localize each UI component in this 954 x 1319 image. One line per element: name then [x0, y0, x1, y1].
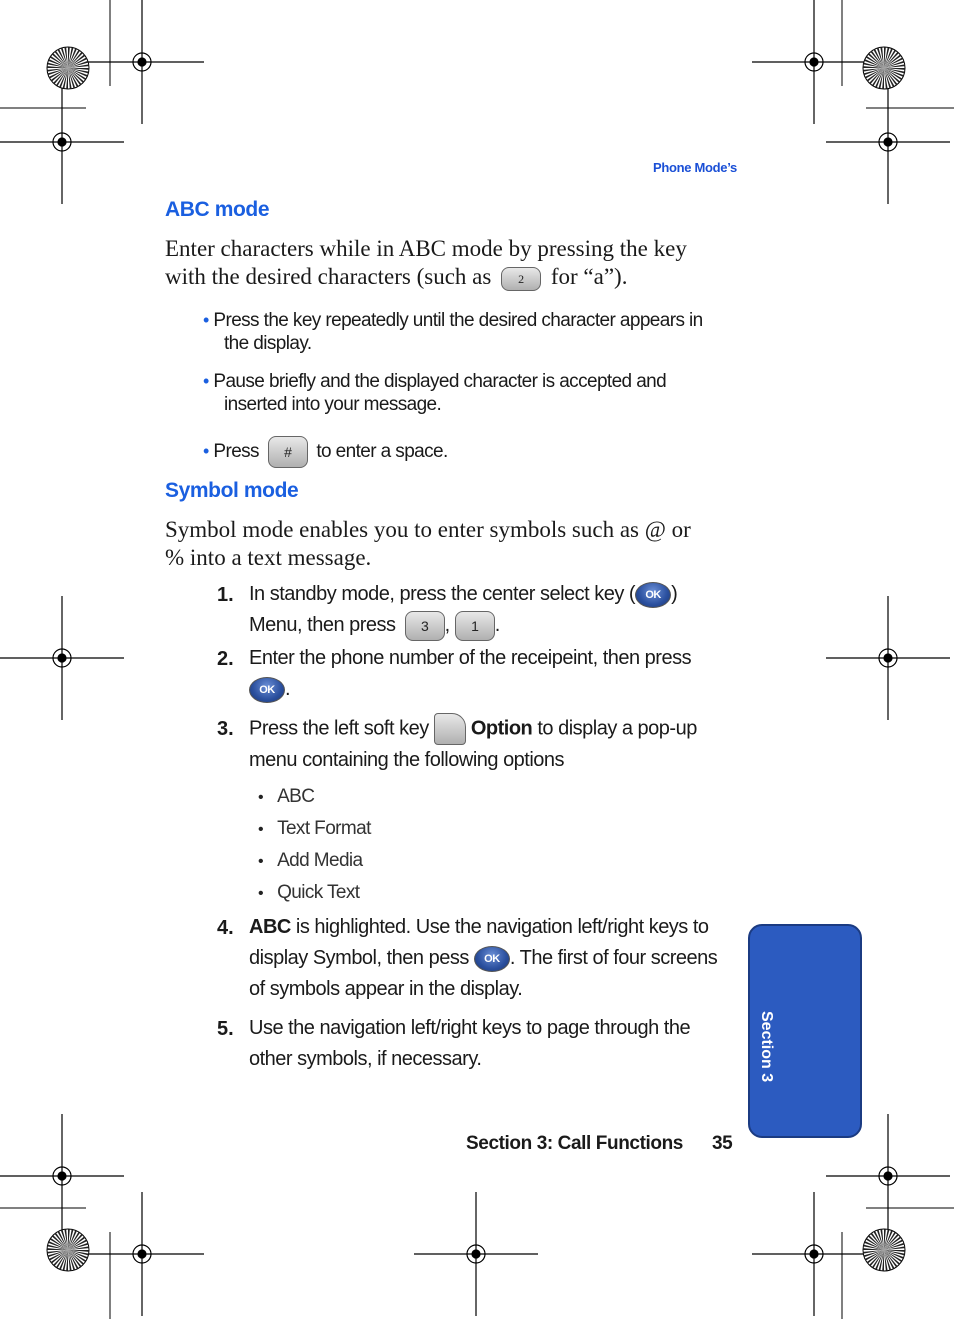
ok-key-icon: OK: [249, 677, 285, 703]
step-3-text: [249, 713, 697, 776]
crosshair-mark: [414, 1192, 538, 1316]
option-abc-label: ABC: [277, 786, 315, 807]
step-3-line1: Press the left soft key: [249, 717, 429, 740]
bullet-text: Pause briefly and the displayed character is accepted and: [213, 371, 667, 392]
running-header: Phone Mode’s: [652, 160, 737, 175]
crosshair-mark: [752, 1192, 876, 1316]
step-1-line2: Menu, then press: [249, 614, 396, 636]
option-text-format-label: Text Format: [277, 818, 371, 839]
abc-bullet-1: [203, 309, 703, 355]
starburst-mark: [47, 47, 89, 89]
abc-bullet-2: [203, 370, 666, 416]
option-label: Option: [470, 717, 533, 740]
bullet-icon: •: [258, 821, 264, 838]
crosshair-mark: [80, 0, 204, 124]
bullet-icon: •: [203, 310, 209, 330]
crosshair-mark: [80, 1192, 204, 1316]
bullet-text-end: to enter a space.: [316, 441, 448, 463]
bullet-text: Press: [213, 441, 259, 463]
step-3-line2: menu containing the following options: [249, 749, 565, 771]
step-1-text: [249, 579, 677, 641]
key-1-icon: 1: [455, 611, 495, 641]
key-2-icon: 2: [501, 267, 541, 291]
step-5-number: 5.: [217, 1018, 234, 1040]
bullet-icon: •: [203, 441, 209, 462]
crosshair-mark: [826, 596, 950, 720]
step-3-number: 3.: [217, 718, 234, 740]
symbol-mode-heading: Symbol mode: [165, 479, 299, 502]
bullet-icon: •: [258, 789, 264, 806]
option-add-media-label: Add Media: [277, 850, 363, 871]
bullet-icon: •: [203, 371, 209, 391]
step-4-line2-end: . The first of four screens: [509, 947, 718, 969]
bullet-text-cont: inserted into your message.: [224, 394, 442, 415]
step-1-comma: ,: [444, 614, 450, 636]
abc-mode-heading: ABC mode: [165, 198, 270, 221]
step-4-line3: of symbols appear in the display.: [249, 978, 523, 1000]
starburst-mark: [863, 47, 905, 89]
crosshair-mark: [752, 0, 876, 124]
crosshair-mark: [0, 1114, 124, 1238]
step-1-period: .: [494, 614, 500, 636]
option-add-media: [258, 850, 363, 872]
step-5-text: [249, 1013, 690, 1075]
step-2-number: 2.: [217, 648, 234, 670]
abc-intro-line1: Enter characters while in ABC mode by pressing the key: [165, 236, 687, 261]
step-5-line1: Use the navigation left/right keys to page through the: [249, 1017, 691, 1039]
step-1-line1: In standby mode, press the center select key (: [249, 583, 636, 605]
step-4-text: [249, 912, 717, 1005]
symbol-intro: [165, 516, 691, 572]
abc-intro-line2-text: with the desired characters (such as: [165, 264, 492, 289]
section-side-tab-label: Section 3: [758, 1011, 775, 1083]
bullet-text-cont: the display.: [224, 333, 312, 354]
step-2-period: .: [285, 678, 291, 700]
symbol-intro-line2: % into a text message.: [165, 545, 372, 570]
option-abc: [258, 786, 314, 808]
page-number: 35: [712, 1133, 733, 1154]
bullet-text: Press the key repeatedly until the desired character appears in: [213, 310, 703, 331]
option-quick-text-label: Quick Text: [277, 882, 360, 903]
left-soft-key-icon: [434, 713, 466, 745]
option-text-format: [258, 818, 371, 840]
step-2-text: [249, 643, 691, 705]
abc-intro-line2: [165, 263, 687, 291]
abc-bullet-3: [203, 436, 448, 468]
step-1-paren: ): [671, 583, 678, 605]
abc-intro-line2-end: for “a”).: [550, 264, 628, 289]
abc-bold: ABC: [249, 916, 291, 938]
step-2-line1: Enter the phone number of the receipeint, then press: [249, 647, 692, 669]
step-5-line2: other symbols, if necessary.: [249, 1048, 482, 1070]
ok-key-icon: OK: [635, 582, 671, 608]
crosshair-mark: [0, 596, 124, 720]
footer-section-title: Section 3: Call Functions: [466, 1133, 683, 1154]
crosshair-mark: [826, 80, 950, 204]
step-1-number: 1.: [217, 584, 234, 606]
step-4-line2: display Symbol, then pess: [249, 947, 469, 969]
symbol-intro-line1: Symbol mode enables you to enter symbols such as @ or: [165, 517, 691, 542]
bullet-icon: •: [258, 853, 264, 870]
step-3-line1-end: to display a pop-up: [537, 717, 697, 740]
starburst-mark: [863, 1229, 905, 1271]
key-3-icon: 3: [405, 611, 445, 641]
step-4-number: 4.: [217, 917, 234, 939]
bullet-icon: •: [258, 885, 264, 902]
key-hash-icon: #: [268, 436, 308, 468]
abc-intro: [165, 235, 687, 291]
option-quick-text: [258, 882, 359, 904]
starburst-mark: [47, 1229, 89, 1271]
step-4-line1: is highlighted. Use the navigation left/right keys to: [295, 916, 709, 938]
crosshair-mark: [0, 80, 124, 204]
ok-key-icon: OK: [474, 946, 510, 972]
